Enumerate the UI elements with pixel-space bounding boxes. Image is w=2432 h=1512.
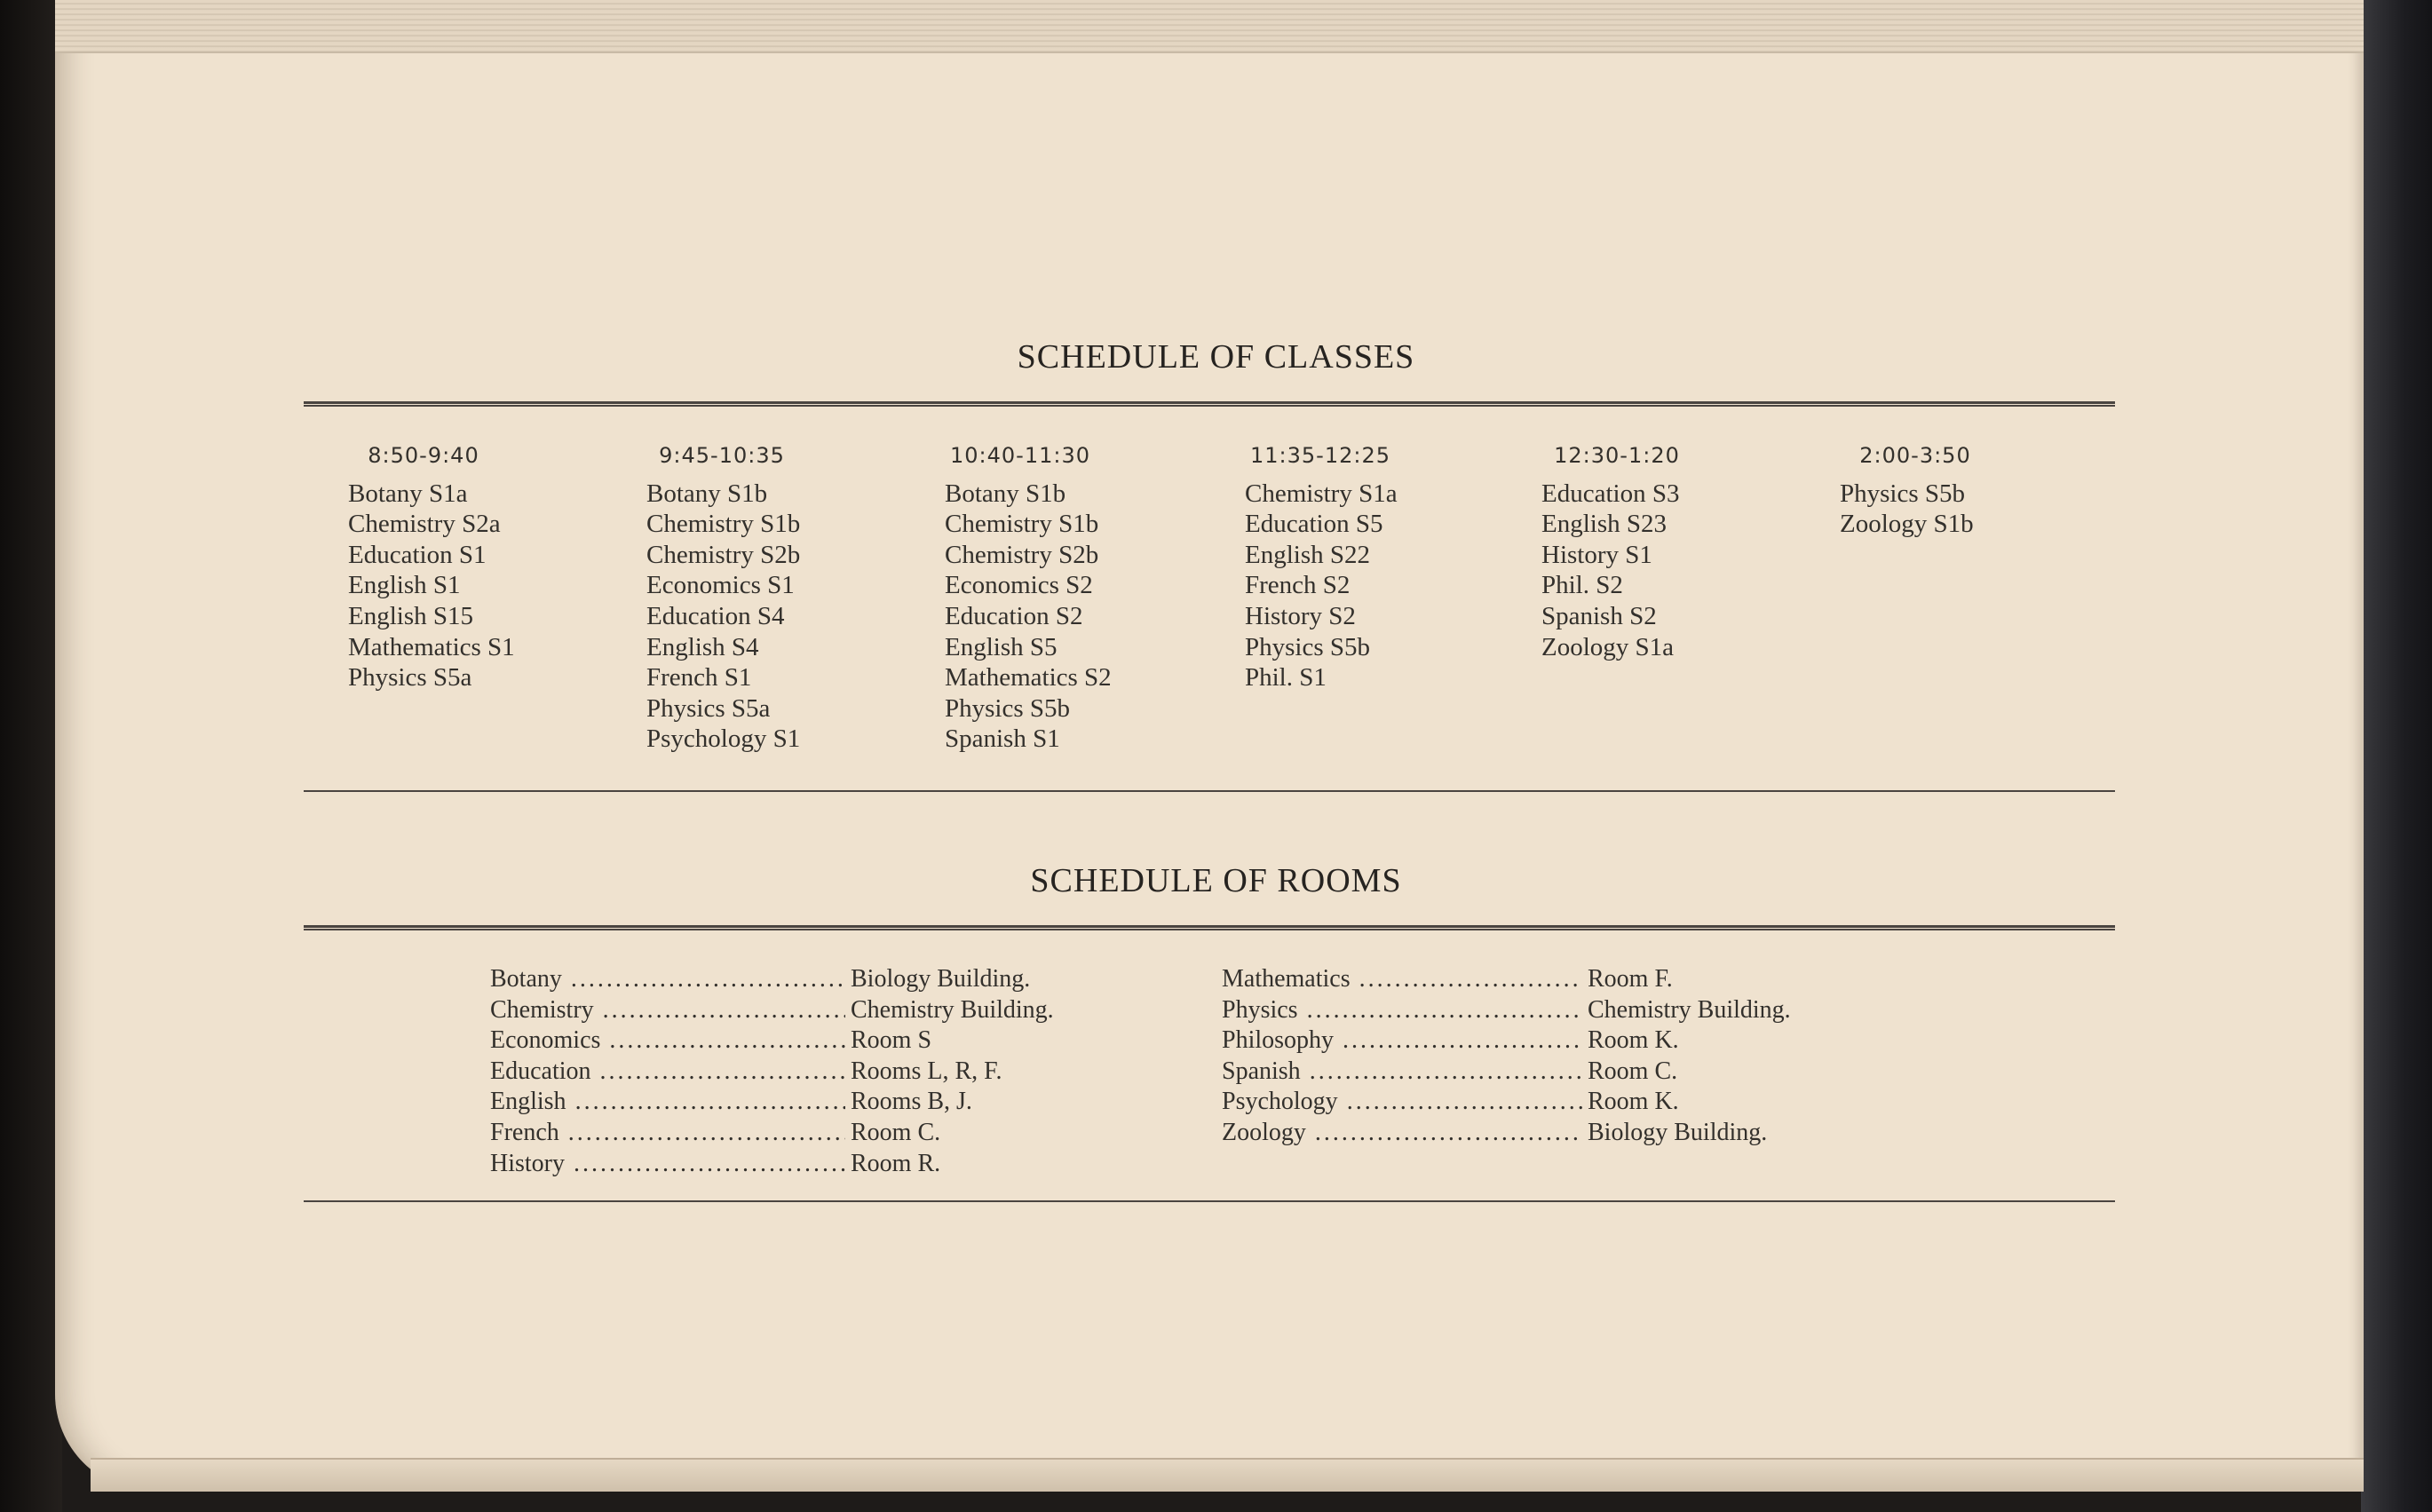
- course: Zoology S1a: [1541, 632, 1675, 661]
- room-entry: [490, 1118, 1054, 1149]
- course: Economics S2: [945, 571, 1093, 600]
- course: Education S1: [348, 540, 487, 569]
- course: Mathematics S1: [348, 632, 515, 661]
- room-subject: French .....: [490, 1118, 845, 1149]
- course: Physics S5a: [646, 693, 771, 723]
- course: Education S4: [646, 601, 785, 630]
- room-subject: Physics .....: [1222, 995, 1582, 1026]
- course: English S23: [1541, 510, 1667, 539]
- room-location: Room R.: [851, 1149, 941, 1177]
- room-location: Biology Building.: [1588, 1118, 1768, 1146]
- period-time: 9:45-10:35: [659, 443, 785, 468]
- room-location: Room S: [851, 1026, 932, 1055]
- room-subject: Philosophy .....: [1222, 1025, 1582, 1057]
- course: Botany S1b: [646, 479, 768, 508]
- period-column: [348, 440, 632, 693]
- room-subject: Botany .....: [490, 964, 845, 995]
- course: Education S3: [1541, 479, 1680, 508]
- course: Spanish S1: [945, 724, 1060, 754]
- room-location: Room C.: [851, 1118, 941, 1146]
- rooms-list-right: [1222, 964, 1791, 1149]
- period-time: 11:35-12:25: [1250, 443, 1390, 468]
- page: [55, 0, 2364, 1492]
- course: Chemistry S2a: [348, 510, 501, 539]
- course: Education S5: [1245, 510, 1383, 539]
- course: History S1: [1541, 540, 1652, 569]
- course: English S15: [348, 601, 473, 630]
- course: Chemistry S1b: [646, 510, 801, 539]
- period-time: 10:40-11:30: [950, 443, 1090, 468]
- course: Phil. S1: [1245, 663, 1327, 693]
- room-entry: [490, 964, 1054, 995]
- course: Economics S1: [646, 571, 795, 600]
- page-stack-edge-top: [55, 0, 2364, 53]
- room-entry: [1222, 964, 1791, 995]
- room-entry: [490, 995, 1054, 1026]
- course: Zoology S1b: [1840, 510, 1974, 539]
- course: Phil. S2: [1541, 571, 1623, 600]
- course: English S22: [1245, 540, 1370, 569]
- page-stack-edge-bottom: [91, 1458, 2364, 1492]
- room-entry: [1222, 1057, 1791, 1088]
- course: Spanish S2: [1541, 601, 1657, 630]
- course: Physics S5b: [1840, 479, 1966, 508]
- course: English S1: [348, 571, 461, 600]
- period-column: [1541, 440, 1826, 662]
- course: Physics S5b: [1245, 632, 1371, 661]
- course: English S4: [646, 632, 759, 661]
- room-entry: [490, 1025, 1054, 1057]
- period-time: 2:00-3:50: [1859, 443, 1971, 468]
- classes-top-rule: [304, 401, 2115, 407]
- rooms-heading: SCHEDULE OF ROOMS: [1030, 862, 1402, 899]
- course: French S1: [646, 663, 752, 693]
- room-location: Room C.: [1588, 1057, 1678, 1085]
- room-subject: Economics .....: [490, 1025, 845, 1057]
- rooms-list-left: [490, 964, 1054, 1179]
- room-subject: Education .....: [490, 1057, 845, 1088]
- room-entry: [490, 1057, 1054, 1088]
- course: Chemistry S2b: [646, 540, 801, 569]
- room-subject: Mathematics .....: [1222, 964, 1582, 995]
- book-binding-left: [0, 0, 62, 1512]
- course: Chemistry S1b: [945, 510, 1099, 539]
- course: French S2: [1245, 571, 1351, 600]
- room-entry: [1222, 1087, 1791, 1118]
- room-location: Room K.: [1588, 1088, 1679, 1116]
- room-subject: Spanish .....: [1222, 1057, 1582, 1088]
- period-column: [1840, 440, 2124, 540]
- course: Physics S5a: [348, 663, 472, 693]
- room-subject: Chemistry .....: [490, 995, 845, 1026]
- course: Psychology S1: [646, 724, 801, 754]
- room-subject: Psychology .....: [1222, 1087, 1582, 1118]
- period-column: [646, 440, 931, 755]
- book-cover-right: [2361, 0, 2432, 1512]
- course: History S2: [1245, 601, 1356, 630]
- period-column: [1245, 440, 1529, 693]
- room-location: Room K.: [1588, 1026, 1679, 1055]
- room-location: Room F.: [1588, 965, 1673, 993]
- room-subject: History .....: [490, 1149, 845, 1180]
- course: English S5: [945, 632, 1058, 661]
- course: Education S2: [945, 601, 1083, 630]
- course: Chemistry S2b: [945, 540, 1099, 569]
- course: Botany S1a: [348, 479, 468, 508]
- room-subject: Zoology .....: [1222, 1118, 1582, 1149]
- room-location: Rooms B, J.: [851, 1088, 972, 1116]
- classes-heading: SCHEDULE OF CLASSES: [1017, 338, 1415, 376]
- period-time: 8:50-9:40: [368, 443, 479, 468]
- rooms-bottom-rule: [304, 1200, 2115, 1202]
- room-location: Chemistry Building.: [851, 995, 1054, 1024]
- room-entry: [1222, 995, 1791, 1026]
- room-entry: [1222, 1025, 1791, 1057]
- course: Mathematics S2: [945, 663, 1112, 693]
- course: Botany S1b: [945, 479, 1066, 508]
- course: Chemistry S1a: [1245, 479, 1398, 508]
- room-location: Biology Building.: [851, 965, 1031, 993]
- course: Physics S5b: [945, 693, 1071, 723]
- room-location: Rooms L, R, F.: [851, 1057, 1002, 1085]
- room-location: Chemistry Building.: [1588, 995, 1791, 1024]
- rooms-top-rule: [304, 925, 2115, 930]
- room-subject: English .....: [490, 1087, 845, 1118]
- classes-bottom-rule: [304, 790, 2115, 792]
- period-column: [945, 440, 1229, 755]
- room-entry: [490, 1087, 1054, 1118]
- room-entry: [1222, 1118, 1791, 1149]
- room-entry: [490, 1149, 1054, 1180]
- period-time: 12:30-1:20: [1554, 443, 1680, 468]
